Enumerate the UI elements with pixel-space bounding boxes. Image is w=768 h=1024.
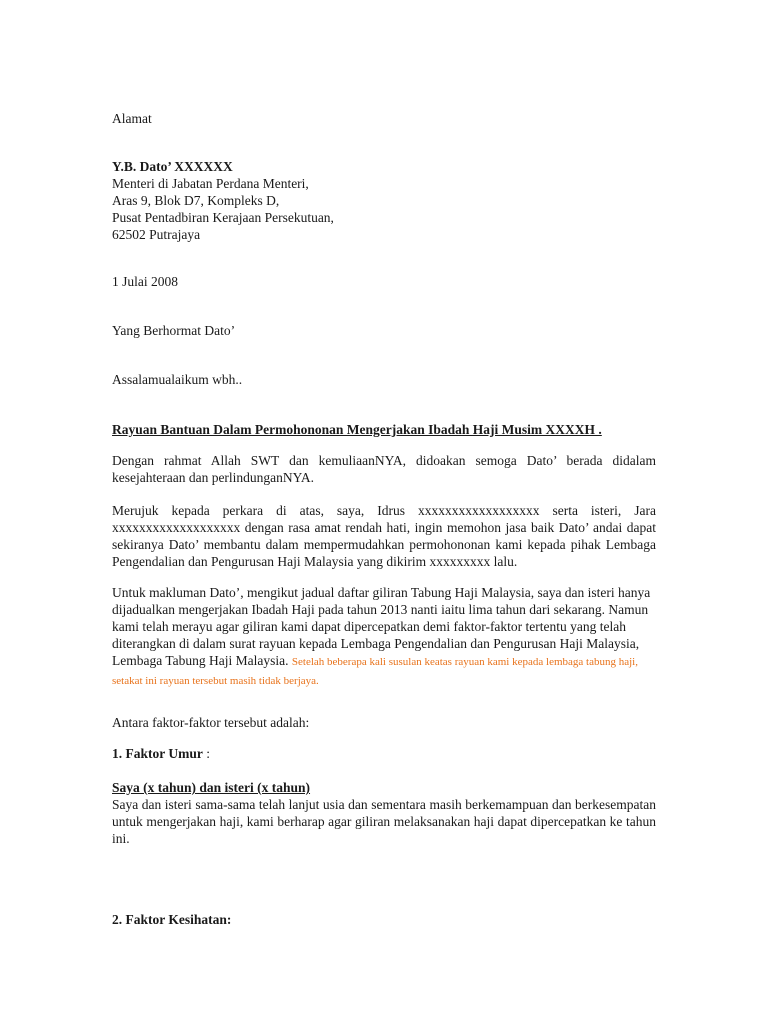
faktor-1-body: Saya dan isteri sama-sama telah lanjut usia dan sementara masih berkemampuan dan berkesempatan untuk mengerjakan haji, kami berharap agar giliran melaksanakan haji dapat dipercepatkan ke tahun ini. bbox=[112, 797, 656, 846]
faktor-1-subheading: Saya (x tahun) dan isteri (x tahun) bbox=[112, 780, 311, 795]
faktor-2-heading: 2. Faktor Kesihatan: bbox=[112, 912, 232, 927]
faktor-1-heading: 1. Faktor Umur bbox=[112, 746, 203, 761]
paragraph-4: Antara faktor-faktor tersebut adalah: bbox=[112, 715, 310, 730]
recipient-name: Y.B. Dato’ XXXXXX bbox=[112, 159, 233, 174]
paragraph-1: Dengan rahmat Allah SWT dan kemuliaanNYA, didoakan semoga Dato’ berada didalam kesejahteraan dan perlindunganNYA. bbox=[112, 453, 656, 485]
recipient-line: Aras 9, Blok D7, Kompleks D, bbox=[112, 193, 280, 208]
paragraph-3-main: Untuk makluman Dato’, mengikut jadual daftar giliran Tabung Haji Malaysia, saya dan isteri hanya dijadualkan mengerjakan Ibadah Haji pada tahun 2013 nanti iaitu lima tahun dari sekarang. Namun kami telah merayu agar giliran kami dapat dipercepatkan demi faktor-faktor tertentu yang telah diterangkan di dalam surat rayuan kepada Lembaga Pengendalian dan Pengurusan Haji Malaysia, Lembaga Tabung Haji Malaysia. bbox=[112, 585, 651, 668]
letter-date: 1 Julai 2008 bbox=[112, 274, 178, 289]
recipient-block bbox=[112, 158, 656, 243]
salutation: Yang Berhormat Dato’ bbox=[112, 323, 236, 338]
letter-subject: Rayuan Bantuan Dalam Permohononan Mengerjakan Ibadah Haji Musim XXXXH . bbox=[112, 422, 602, 437]
faktor-1-heading-line bbox=[112, 745, 656, 762]
greeting: Assalamualaikum wbh.. bbox=[112, 372, 243, 387]
paragraph-3-highlight: Setelah beberapa kali susulan keatas rayuan kami kepada lembaga tabung haji, setakat ini rayuan tersebut masih tidak berjaya. bbox=[112, 656, 638, 687]
recipient-line: Menteri di Jabatan Perdana Menteri, bbox=[112, 176, 309, 191]
recipient-line: Pusat Pentadbiran Kerajaan Persekutuan, bbox=[112, 210, 334, 225]
faktor-1-heading-suffix: : bbox=[202, 746, 211, 761]
recipient-line: 62502 Putrajaya bbox=[112, 227, 201, 242]
paragraph-2: Merujuk kepada perkara di atas, saya, Idrus xxxxxxxxxxxxxxxxxx serta isteri, Jara xxxxxxxxxxxxxxxxxxx dengan rasa amat rendah hati, ingin memohon jasa baik Dato’ andai dapat sekiranya Dato’ membantu dalam mempermudahkan permohononan kami kepada pihak Lembaga Pengendalian dan Pengurusan Haji Malaysia yang dikirim xxxxxxxxx lalu. bbox=[112, 503, 656, 569]
paragraph-3 bbox=[112, 584, 656, 690]
address-heading: Alamat bbox=[112, 111, 152, 126]
